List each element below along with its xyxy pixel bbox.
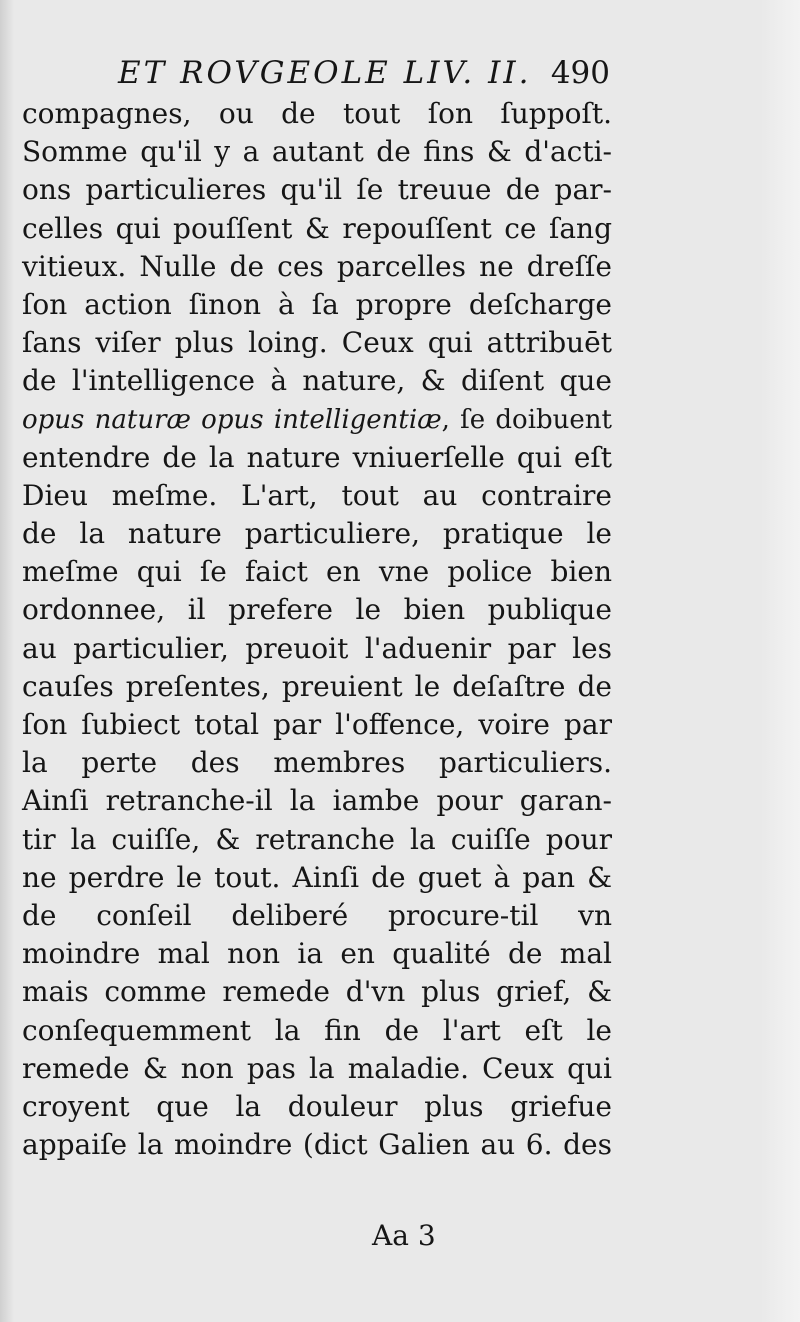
text-line: de l'intelligence à nature, & diſent que	[22, 364, 612, 398]
text-line: ſans viſer plus loing. Ceux qui attribuēt	[22, 326, 612, 360]
running-title: ET ROVGEOLE LIV. II.	[118, 55, 532, 91]
text-line: ne perdre le tout. Ainſi de guet à pan &	[22, 860, 612, 894]
text-line: mais comme remede d'vn plus grief, &	[22, 975, 612, 1009]
text-line: vitieux. Nulle de ces parcelles ne dreſſe	[22, 249, 612, 283]
text-line-continuation: , ſe doibuent	[441, 404, 612, 435]
text-line: remede & non pas la maladie. Ceux qui	[22, 1051, 612, 1085]
page-text	[22, 95, 612, 1164]
text-line-latin-quote	[22, 401, 612, 439]
text-line: tir la cuiſſe, & retranche la cuiſſe pour	[22, 822, 612, 856]
text-line: la perte des membres particuliers.	[22, 746, 612, 780]
signature-mark: Aa 3	[372, 1219, 436, 1252]
latin-quote: opus naturæ opus intelligentiæ	[22, 404, 442, 435]
text-line: ordonnee, il prefere le bien publique	[22, 593, 612, 627]
text-line: au particulier, preuoit l'aduenir par les	[22, 631, 612, 665]
text-line: Dieu meſme. L'art, tout au contraire	[22, 478, 612, 512]
text-line: moindre mal non ia en qualité de mal	[22, 937, 612, 971]
text-line: de conſeil deliberé procure-til vn	[22, 898, 612, 932]
page-number: 490	[550, 55, 610, 91]
text-line: entendre de la nature vniuerſelle qui eſt	[22, 440, 612, 474]
text-line: croyent que la douleur plus griefue	[22, 1089, 612, 1123]
binding-shadow	[0, 0, 14, 1322]
text-line: ſon action ſinon à ſa propre deſcharge	[22, 287, 612, 321]
text-line: appaiſe la moindre (dict Galien au 6. des	[22, 1128, 612, 1162]
text-line: compagnes, ou de tout ſon ſuppoſt.	[22, 97, 612, 130]
text-line: Somme qu'il y a autant de fins & d'acti-	[22, 135, 612, 169]
text-line: Ainſi retranche-il la iambe pour garan-	[22, 784, 612, 818]
text-line: cauſes preſentes, preuient le deſaſtre de	[22, 669, 612, 703]
text-line: de la nature particuliere, pratique le	[22, 517, 612, 551]
text-line: ſon ſubiect total par l'offence, voire par	[22, 708, 612, 741]
text-line: conſequemment la fin de l'art eſt le	[22, 1013, 612, 1047]
text-line: ons particulieres qu'il ſe treuue de par-	[22, 173, 612, 207]
page-edge	[760, 0, 800, 1322]
running-head	[118, 52, 610, 94]
text-line: meſme qui ſe faict en vne police bien	[22, 555, 612, 589]
text-line: celles qui pouſſent & repouſſent ce ſang	[22, 211, 612, 245]
